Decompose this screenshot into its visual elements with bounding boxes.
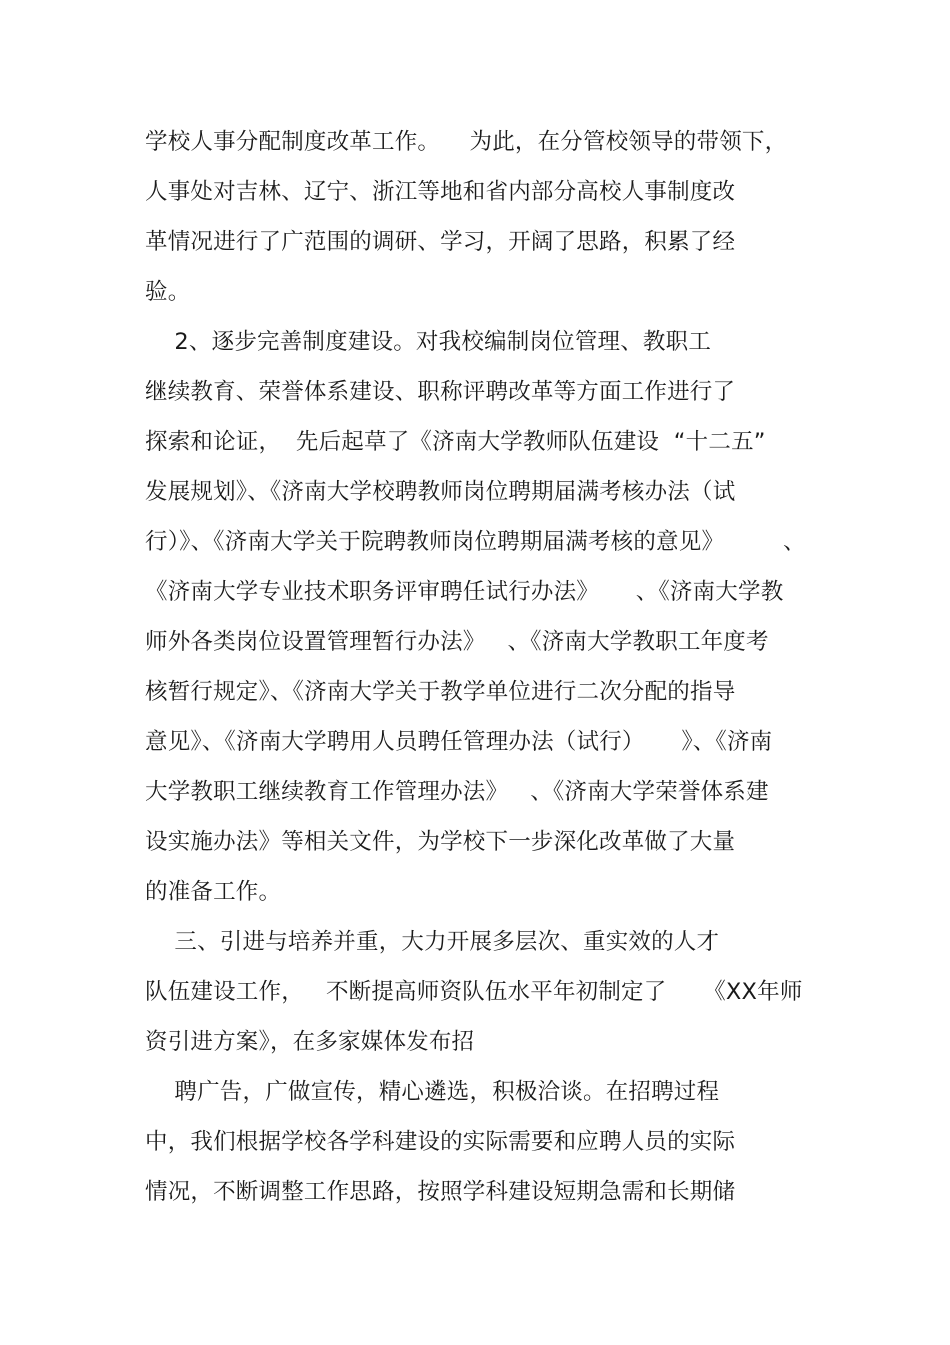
text-line-12: 核暂行规定》、《济南大学关于教学单位进行二次分配的指导 [145, 679, 736, 705]
text-line-18: 队伍建设工作， 不断提高师资队伍水平年初制定了 《XX年师 [145, 979, 803, 1005]
text-line-22: 情况，不断调整工作思路，按照学科建设短期急需和长期储 [145, 1179, 736, 1205]
text-line-17: 三、引进与培养并重，大力开展多层次、重实效的人才 [145, 929, 720, 955]
text-line-13: 意见》、《济南大学聘用人员聘任管理办法（试行） 》、《济南 [145, 729, 773, 755]
text-line-20: 聘广告，广做宣传，精心遴选，积极洽谈。在招聘过程 [145, 1079, 720, 1105]
text-line-14: 大学教职工继续教育工作管理办法》 、《济南大学荣誉体系建 [145, 779, 769, 805]
text-line-5: 2、逐步完善制度建设。对我校编制岗位管理、教职工 [145, 329, 712, 355]
text-line-6: 继续教育、荣誉体系建设、职称评聘改革等方面工作进行了 [145, 379, 736, 405]
text-line-3: 革情况进行了广范围的调研、学习，开阔了思路，积累了经 [145, 229, 736, 255]
text-line-8: 发展规划》、《济南大学校聘教师岗位聘期届满考核办法（试 [145, 479, 736, 505]
text-line-9: 行）》、《济南大学关于院聘教师岗位聘期届满考核的意见》 、 [145, 529, 806, 555]
text-line-2: 人事处对吉林、辽宁、浙江等地和省内部分高校人事制度改 [145, 179, 736, 205]
text-line-15: 设实施办法》等相关文件，为学校下一步深化改革做了大量 [145, 829, 736, 855]
text-line-19: 资引进方案》，在多家媒体发布招 [145, 1029, 475, 1055]
text-line-11: 师外各类岗位设置管理暂行办法》 、《济南大学教职工年度考 [145, 629, 769, 655]
text-line-4: 验。 [145, 279, 191, 305]
text-line-10: 《济南大学专业技术职务评审聘任试行办法》 、《济南大学教 [145, 579, 784, 605]
text-line-1: 学校人事分配制度改革工作。 为此，在分管校领导的带领下， [145, 129, 788, 155]
text-line-7: 探索和论证， 先后起草了《济南大学教师队伍建设 “十二五” [145, 429, 766, 455]
text-line-16: 的准备工作。 [145, 879, 282, 905]
text-line-21: 中，我们根据学校各学科建设的实际需要和应聘人员的实际 [145, 1129, 736, 1155]
